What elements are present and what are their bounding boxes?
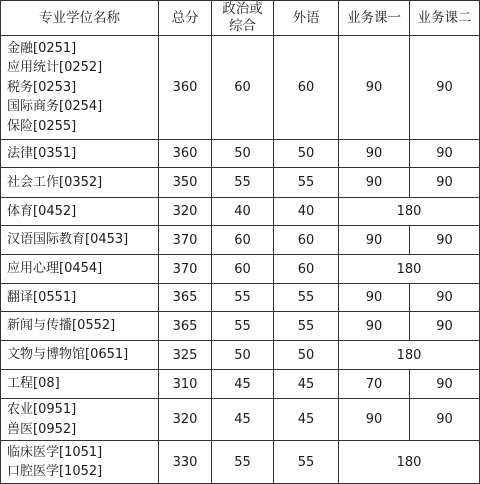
language-score-cell: 55 xyxy=(274,441,339,484)
course2-score-cell: 90 xyxy=(410,399,480,441)
program-name: 税务[0253] xyxy=(7,79,77,95)
total-score-cell: 320 xyxy=(159,198,212,226)
language-score-cell: 45 xyxy=(274,370,339,399)
course2-score-cell: 90 xyxy=(410,284,480,312)
header-politics-line2: 综合 xyxy=(229,18,256,34)
total-score-cell: 365 xyxy=(159,284,212,312)
program-name-cell xyxy=(1,312,159,341)
language-score-cell: 60 xyxy=(274,36,339,140)
course1-score-cell: 90 xyxy=(339,140,410,168)
course1-score-cell: 70 xyxy=(339,370,410,399)
program-name: 国际商务[0254] xyxy=(7,99,103,115)
program-name: 翻译[0551] xyxy=(7,289,77,305)
program-name: 法律[0351] xyxy=(7,145,77,161)
header-total: 总分 xyxy=(159,1,212,36)
course1-score-cell: 90 xyxy=(339,36,410,140)
program-name-cell xyxy=(1,441,159,484)
course2-score-cell: 90 xyxy=(410,168,480,198)
course1-score-cell: 90 xyxy=(339,399,410,441)
total-score-cell: 360 xyxy=(159,36,212,140)
course2-score-cell: 90 xyxy=(410,36,480,140)
course-combined-cell: 180 xyxy=(339,441,480,484)
total-score-cell: 360 xyxy=(159,140,212,168)
politics-score-cell: 60 xyxy=(212,255,274,284)
header-name: 专业学位名称 xyxy=(1,1,159,36)
program-name-cell xyxy=(1,284,159,312)
total-score-cell: 370 xyxy=(159,226,212,255)
program-name: 汉语国际教育[0453] xyxy=(7,232,129,248)
language-score-cell: 55 xyxy=(274,284,339,312)
total-score-cell: 310 xyxy=(159,370,212,399)
table-row xyxy=(1,441,480,484)
politics-score-cell: 55 xyxy=(212,168,274,198)
program-name-cell xyxy=(1,370,159,399)
header-politics-line1: 政治或 xyxy=(222,1,263,17)
course2-score-cell: 90 xyxy=(410,370,480,399)
table-row xyxy=(1,168,480,198)
politics-score-cell: 45 xyxy=(212,370,274,399)
language-score-cell: 60 xyxy=(274,226,339,255)
program-name: 体育[0452] xyxy=(7,203,77,219)
table-row xyxy=(1,226,480,255)
table-row xyxy=(1,198,480,226)
table-row xyxy=(1,370,480,399)
language-score-cell: 50 xyxy=(274,140,339,168)
course2-score-cell: 90 xyxy=(410,312,480,341)
total-score-cell: 325 xyxy=(159,341,212,370)
total-score-cell: 370 xyxy=(159,255,212,284)
table-body xyxy=(1,36,480,484)
table-row xyxy=(1,341,480,370)
program-name-cell xyxy=(1,140,159,168)
politics-score-cell: 60 xyxy=(212,36,274,140)
table-row xyxy=(1,284,480,312)
language-score-cell: 40 xyxy=(274,198,339,226)
total-score-cell: 320 xyxy=(159,399,212,441)
program-name: 口腔医学[1052] xyxy=(7,464,103,479)
total-score-cell: 365 xyxy=(159,312,212,341)
program-name: 社会工作[0352] xyxy=(7,174,103,190)
language-score-cell: 45 xyxy=(274,399,339,441)
program-name: 农业[0951] xyxy=(7,402,77,417)
program-name: 新闻与传播[0552] xyxy=(7,318,116,334)
program-name: 应用统计[0252] xyxy=(7,60,103,76)
politics-score-cell: 50 xyxy=(212,140,274,168)
course2-score-cell: 90 xyxy=(410,226,480,255)
course1-score-cell: 90 xyxy=(339,226,410,255)
politics-score-cell: 55 xyxy=(212,284,274,312)
table-row xyxy=(1,312,480,341)
program-name: 金融[0251] xyxy=(7,40,77,56)
program-name-cell xyxy=(1,255,159,284)
program-name: 文物与博物馆[0651] xyxy=(7,347,129,363)
course-combined-cell: 180 xyxy=(339,341,480,370)
header-language: 外语 xyxy=(274,1,339,36)
table-row xyxy=(1,399,480,441)
program-name: 兽医[0952] xyxy=(7,421,77,437)
language-score-cell: 55 xyxy=(274,312,339,341)
language-score-cell: 55 xyxy=(274,168,339,198)
politics-score-cell: 55 xyxy=(212,312,274,341)
program-name: 应用心理[0454] xyxy=(7,261,103,277)
politics-score-cell: 60 xyxy=(212,226,274,255)
course2-score-cell: 90 xyxy=(410,140,480,168)
table-row xyxy=(1,255,480,284)
total-score-cell: 330 xyxy=(159,441,212,484)
table-row xyxy=(1,140,480,168)
course1-score-cell: 90 xyxy=(339,284,410,312)
language-score-cell: 50 xyxy=(274,341,339,370)
header-row xyxy=(1,1,480,36)
program-name: 临床医学[1051] xyxy=(7,444,103,460)
course1-score-cell: 90 xyxy=(339,312,410,341)
language-score-cell: 60 xyxy=(274,255,339,284)
program-name-cell xyxy=(1,399,159,441)
politics-score-cell: 40 xyxy=(212,198,274,226)
course1-score-cell: 90 xyxy=(339,168,410,198)
program-name-cell xyxy=(1,168,159,198)
politics-score-cell: 55 xyxy=(212,441,274,484)
course-combined-cell: 180 xyxy=(339,255,480,284)
politics-score-cell: 50 xyxy=(212,341,274,370)
header-politics xyxy=(212,1,274,36)
course-combined-cell: 180 xyxy=(339,198,480,226)
program-name-cell xyxy=(1,198,159,226)
politics-score-cell: 45 xyxy=(212,399,274,441)
total-score-cell: 350 xyxy=(159,168,212,198)
program-name: 工程[08] xyxy=(7,376,60,392)
header-course1: 业务课一 xyxy=(339,1,410,36)
program-name: 保险[0255] xyxy=(7,118,77,134)
program-name-cell xyxy=(1,226,159,255)
program-name-cell xyxy=(1,341,159,370)
table-row xyxy=(1,36,480,140)
program-name-cell xyxy=(1,36,159,140)
header-course2: 业务课二 xyxy=(410,1,480,36)
